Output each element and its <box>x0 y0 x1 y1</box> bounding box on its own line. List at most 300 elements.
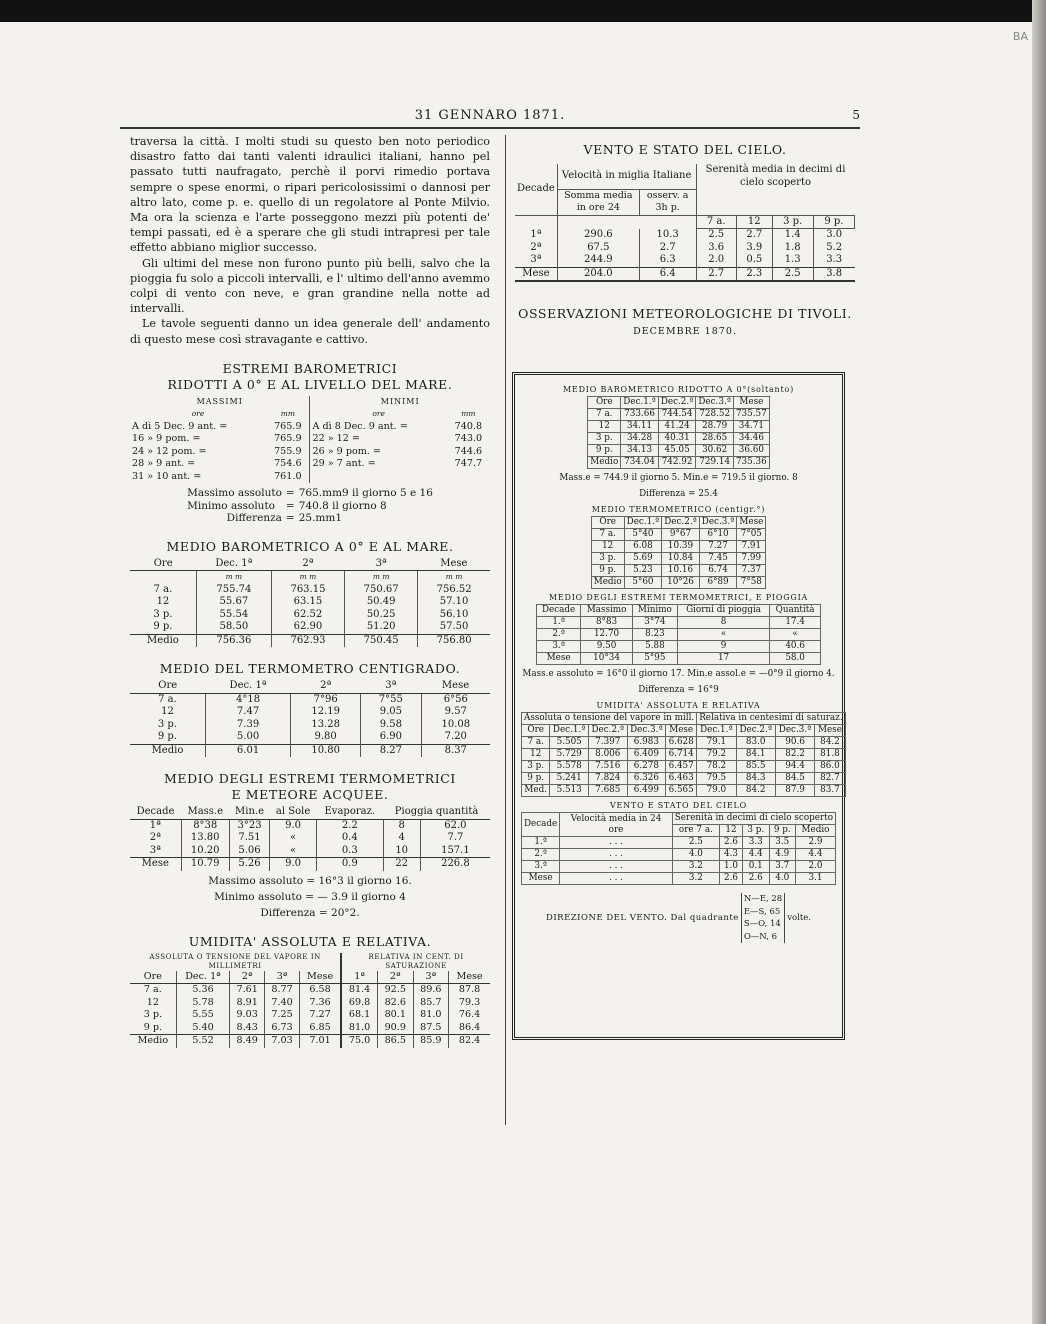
table-cell: 9 p. <box>143 1021 163 1033</box>
table-cell: 9.80 <box>291 731 361 744</box>
table-cell: 765.9 <box>274 433 302 445</box>
table-header-cell: 2ª <box>377 971 413 984</box>
table-cell: 82.7 <box>815 773 845 785</box>
table-cell: 3ª <box>149 844 161 856</box>
table-cell: 8.77 <box>265 984 300 997</box>
table-cell: 740.8 il giorno 8 <box>298 499 387 512</box>
table-cell: 3 p. <box>588 433 621 445</box>
table-cell: 34.13 <box>621 445 659 457</box>
table-row <box>130 634 490 647</box>
left-column <box>130 134 490 1048</box>
table-cell: 244.9 <box>557 254 639 267</box>
table-cell: 34.28 <box>621 433 659 445</box>
table-cell: 84.5 <box>775 773 814 785</box>
table-row <box>537 641 821 653</box>
table-header-cell: Dec. 1ª <box>205 680 290 693</box>
table-cell: 67.5 <box>557 242 639 255</box>
table-cell: 9 p. <box>769 825 795 837</box>
table-cell: 3 p. <box>772 215 813 229</box>
table-cell: 9 p. <box>588 445 621 457</box>
table-header-cell: Mese <box>815 725 845 737</box>
section-title: UMIDITA' ASSOLUTA E RELATIVA. <box>188 933 432 949</box>
box-section-title: UMIDITA' ASSOLUTA E RELATIVA <box>596 701 761 710</box>
table-header-cell: Dec.1.ª <box>697 725 736 737</box>
table-cell: 3.ª <box>522 861 560 873</box>
table-cell: 10.16 <box>662 565 700 577</box>
table-cell: 7.516 <box>588 761 627 773</box>
table-header-cell: Dec.3.ª <box>627 725 666 737</box>
table-cell: 6°89 <box>699 577 737 589</box>
table-cell: 9 p. <box>157 731 178 743</box>
table-cell <box>696 189 854 215</box>
table-cell: 56.10 <box>418 609 490 622</box>
table-cell: 9.0 <box>270 819 317 832</box>
table-cell: m m <box>345 571 418 584</box>
table-cell: 92.5 <box>377 984 413 997</box>
section-title: OSSERVAZIONI METEOROLOGICHE DI TIVOLI. <box>518 306 852 321</box>
table-row <box>515 267 855 281</box>
table-row <box>130 1022 490 1035</box>
table-cell: 3.2 <box>672 873 719 885</box>
table-header-cell: 2ª <box>271 558 344 571</box>
table-cell: Decade <box>522 813 560 837</box>
table-cell: 31 » 10 ant. = <box>132 470 202 482</box>
table-cell: 45.05 <box>658 445 696 457</box>
section-title: VENTO E STATO DEL CIELO. <box>583 142 787 157</box>
section-title: MEDIO BAROMETRICO A 0° E AL MARE. <box>166 538 454 554</box>
table-row <box>130 845 490 858</box>
table-cell: 12 <box>146 996 159 1008</box>
table-cell: 9 p. <box>522 773 550 785</box>
table-cell: 12 <box>588 421 621 433</box>
table-cell: 5.52 <box>176 1035 230 1048</box>
table-cell: 34.11 <box>621 421 659 433</box>
table-cell: 87.8 <box>449 984 490 997</box>
table-cell: 81.4 <box>341 984 377 997</box>
table-cell: 8.43 <box>230 1022 265 1035</box>
table-cell: 1.0 <box>720 861 743 873</box>
table-cell: 3.3 <box>813 254 854 267</box>
table-header-cell: Mese <box>666 725 697 737</box>
table-row <box>130 731 490 744</box>
table-cell: 756.36 <box>196 634 271 647</box>
table-cell: 750.45 <box>345 634 418 647</box>
unit-mm: mm <box>280 409 295 419</box>
table-cell: . . . <box>560 849 673 861</box>
table-header-cell: Dec.2.ª <box>662 517 700 529</box>
table-cell: 5°95 <box>632 653 677 665</box>
tivoli-umidita-table <box>521 712 846 797</box>
table-cell: 6.326 <box>627 773 666 785</box>
table-cell: 7.36 <box>299 997 341 1010</box>
table-row <box>130 719 490 732</box>
table-cell: 89.6 <box>413 984 449 997</box>
table-row <box>515 229 855 242</box>
table-header-cell: 3ª <box>413 971 449 984</box>
table-cell: 4.9 <box>769 849 795 861</box>
table-cell: 55.67 <box>196 596 271 609</box>
box-section-title: VENTO E STATO DEL CIELO <box>609 801 748 810</box>
table-cell: 6.3 <box>639 254 696 267</box>
table-cell: 733.66 <box>621 409 659 421</box>
table-cell: 763.15 <box>271 584 344 597</box>
table-cell: 5.40 <box>176 1022 230 1035</box>
table-cell: 744.54 <box>658 409 696 421</box>
table-cell: Serenità media in decimi di cielo scoperto <box>705 164 846 188</box>
table-cell: 3 p. <box>743 825 769 837</box>
table-cell: 12 <box>522 749 550 761</box>
table-header-cell: Min.e <box>229 806 269 819</box>
table-row <box>130 596 490 609</box>
table-cell: 5.2 <box>813 242 854 255</box>
table-cell: 3°74 <box>632 617 677 629</box>
table-cell: 9.05 <box>361 706 421 719</box>
table-cell: 3.3 <box>743 837 769 849</box>
box-section-title: MEDIO BAROMETRICO RIDOTTO A 0°(soltanto) <box>562 385 795 394</box>
table-cell: 34.46 <box>733 433 769 445</box>
table-cell: 63.15 <box>271 596 344 609</box>
table-header-cell: Decade <box>537 605 581 617</box>
table-cell: 7 a. <box>696 215 736 229</box>
table-cell: 28.79 <box>696 421 734 433</box>
table-cell: 9.58 <box>361 719 421 732</box>
table-cell: 6.73 <box>265 1022 300 1035</box>
summary-line: Massimo assoluto = 16°3 il giorno 16. <box>208 874 412 887</box>
table-cell: ore 7 a. <box>672 825 719 837</box>
right-column <box>515 134 855 342</box>
table-cell: 2.ª <box>522 849 560 861</box>
table-cell: 12 <box>156 596 170 608</box>
table-row <box>588 433 769 445</box>
table-header-cell: Minimo <box>632 605 677 617</box>
table-cell: 735.57 <box>733 409 769 421</box>
table-header-cell: Massimo <box>581 605 633 617</box>
table-cell: 81.0 <box>413 1009 449 1022</box>
barometro-table <box>130 558 490 648</box>
table-cell <box>639 215 696 229</box>
table-cell: 743.0 <box>454 433 483 445</box>
summary-line: Minimo assoluto = — 3.9 il giorno 4 <box>214 890 406 903</box>
table-cell: 10.39 <box>662 541 700 553</box>
table-row <box>522 837 836 849</box>
table-cell: 756.52 <box>418 584 490 597</box>
table-cell: 2.6 <box>720 873 743 885</box>
table-cell: 2.5 <box>696 229 736 242</box>
table-cell: 5.06 <box>229 845 269 858</box>
table-row <box>522 785 846 797</box>
table-cell: 7.7 <box>420 832 490 845</box>
table-cell: 6.278 <box>627 761 666 773</box>
table-cell: 78.2 <box>697 761 736 773</box>
table-cell: Mese <box>537 653 581 665</box>
table-cell: 157.1 <box>420 845 490 858</box>
table-cell: 13.28 <box>291 719 361 732</box>
table-cell: 8.27 <box>361 744 421 757</box>
table-row <box>130 819 490 832</box>
table-header-cell: Mese <box>418 558 490 571</box>
table-header-cell: Dec.1.ª <box>550 725 589 737</box>
table-cell: 94.4 <box>775 761 814 773</box>
estremi-barometrici-table <box>130 396 490 484</box>
table-row <box>591 553 766 565</box>
tivoli-estremi-table <box>536 604 821 665</box>
direzione-vento <box>544 893 813 943</box>
table-cell: 5.241 <box>550 773 589 785</box>
table-cell: 2.2 <box>316 819 383 832</box>
table-cell: . . . <box>560 837 673 849</box>
table-cell: 79.1 <box>697 737 736 749</box>
table-cell: 3 p. <box>522 761 550 773</box>
table-cell: 728.52 <box>696 409 734 421</box>
table-cell: 4.4 <box>743 849 769 861</box>
tivoli-vento-table <box>521 812 836 885</box>
table-cell: Medio <box>588 457 621 469</box>
table-cell: 57.50 <box>418 621 490 634</box>
table-row <box>130 997 490 1010</box>
table-cell: 204.0 <box>557 267 639 281</box>
table-row <box>130 446 490 459</box>
table-cell: 82.2 <box>775 749 814 761</box>
unit-ore: ore <box>310 408 447 421</box>
table-cell: 26 » 9 pom. = <box>310 446 447 459</box>
table-row <box>591 565 766 577</box>
table-cell: 734.04 <box>621 457 659 469</box>
table-header-cell: 3ª <box>345 558 418 571</box>
table-cell: 3.ª <box>537 641 581 653</box>
table-cell: 2.0 <box>795 861 835 873</box>
table-cell: 740.8 <box>454 420 483 432</box>
table-cell: 7.47 <box>205 706 290 719</box>
table-row <box>515 254 855 267</box>
table-cell: 2.9 <box>795 837 835 849</box>
table-cell: 5.505 <box>550 737 589 749</box>
table-cell: 10°26 <box>662 577 700 589</box>
table-cell: 7 a. <box>591 529 624 541</box>
table-cell: 10°34 <box>581 653 633 665</box>
table-cell: « <box>270 832 317 845</box>
table-cell: 2.7 <box>639 242 696 255</box>
table-header-cell: Mese <box>737 517 766 529</box>
table-row <box>522 737 846 749</box>
table-header-cell: Dec. 1ª <box>196 558 271 571</box>
table-row <box>591 541 766 553</box>
table-cell: 9 <box>677 641 769 653</box>
table-header-cell: Ore <box>130 971 176 984</box>
table-cell: 81.0 <box>341 1022 377 1035</box>
table-cell: 4 <box>383 832 420 845</box>
table-header-cell: 1ª <box>341 971 377 984</box>
table-cell: 6.463 <box>666 773 697 785</box>
table-cell: A dì 5 Dec. 9 ant. = <box>132 420 228 432</box>
table-cell: Mese <box>141 858 169 870</box>
table-cell: 6.457 <box>666 761 697 773</box>
table-cell: 17 <box>677 653 769 665</box>
table-cell: m m <box>196 571 271 584</box>
table-cell: 55.54 <box>196 609 271 622</box>
table-cell: 79.5 <box>697 773 736 785</box>
page-title: 31 GENNARO 1871. <box>414 108 566 123</box>
table-cell: 2ª <box>530 241 542 253</box>
table-header-cell: Dec.2.ª <box>588 725 627 737</box>
table-cell: 8°83 <box>581 617 633 629</box>
table-cell: 69.8 <box>341 997 377 1010</box>
table-cell: A dì 8 Dec. 9 ant. = <box>310 421 447 434</box>
table-cell: 729.14 <box>696 457 734 469</box>
table-cell: 62.0 <box>420 819 490 832</box>
table-cell: 1.3 <box>772 254 813 267</box>
unit-ore: ore <box>191 409 205 419</box>
table-cell: 29 » 7 ant. = <box>310 458 447 471</box>
table-cell: 85.9 <box>413 1035 449 1048</box>
table-row <box>537 629 821 641</box>
table-header-cell: Dec. 1ª <box>176 971 230 984</box>
table-header-cell: Decade <box>130 806 181 819</box>
section-subtitle: E METEORE ACQUEE. <box>231 787 389 803</box>
table-cell: 87.9 <box>775 785 814 797</box>
table-cell: Medio <box>147 634 179 646</box>
table-header-cell: Dec.1.ª <box>621 397 659 409</box>
table-cell: 80.1 <box>377 1009 413 1022</box>
section-subtitle: DECEMBRE 1870. <box>633 326 737 337</box>
table-cell: 7°58 <box>737 577 766 589</box>
table-cell: 9.03 <box>230 1009 265 1022</box>
table-cell: 7.40 <box>265 997 300 1010</box>
table-cell: 1.ª <box>522 837 560 849</box>
table-row <box>588 409 769 421</box>
table-cell: 2.ª <box>537 629 581 641</box>
table-row <box>515 242 855 255</box>
table-header-cell: Mese <box>449 971 490 984</box>
summary-line: Differenza = 20°2. <box>260 906 360 919</box>
table-cell: 1ª <box>530 228 542 240</box>
table-cell: 742.92 <box>658 457 696 469</box>
table-cell: 83.7 <box>815 785 845 797</box>
table-cell: Medio <box>795 825 835 837</box>
table-cell: 290.6 <box>557 229 639 242</box>
table-cell: Medio <box>151 744 184 756</box>
table-cell: 9.50 <box>581 641 633 653</box>
table-cell: 82.4 <box>449 1035 490 1048</box>
table-cell: 5.00 <box>205 731 290 744</box>
table-cell: 24 » 12 pom. = <box>132 445 207 457</box>
table-cell: 36.60 <box>733 445 769 457</box>
table-row <box>130 744 490 757</box>
table-cell: 10.08 <box>421 719 490 732</box>
table-header-cell: Ore <box>130 558 196 571</box>
table-cell: 2.7 <box>696 267 736 281</box>
table-row <box>130 421 490 434</box>
table-cell: Medio <box>591 577 624 589</box>
table-cell: 735.36 <box>733 457 769 469</box>
table-cell: 10.84 <box>662 553 700 565</box>
table-cell: 756.80 <box>418 634 490 647</box>
table-cell: 7 a. <box>522 737 550 749</box>
table-cell: 10.3 <box>639 229 696 242</box>
table-cell: 761.0 <box>274 470 302 482</box>
paragraph: Le tavole seguenti danno un idea generale dell' andamento di questo mese così stravagante e cattivo. <box>130 317 490 346</box>
table-cell: 7.25 <box>265 1009 300 1022</box>
box-summary: Mass.e = 744.9 il giorno 5. Min.e = 719.5 il giorno. 8 <box>559 473 798 483</box>
tivoli-barometro-table <box>587 396 769 469</box>
table-cell: « <box>770 629 821 641</box>
table-cell: 7.45 <box>699 553 737 565</box>
paragraph: traversa la città. I molti studi su questo ben noto periodico disastro fatto dai tanti valenti idraulici italiani, hanno pel passato tutti naufragato, perchè il porvi rimedio portava sempre o spese enormi, o ripari pericolosissimi o dannosi per altro lato, come p. e. quello di un regolatore al Ponte Milvio. Ma ora la scienza e l'arte posseggono mezzi più potenti de' tempi passati, ed è a sperare che gli studi intrapresi per tale effetto abbiano miglior successo. <box>130 135 490 255</box>
table-cell: 0.1 <box>743 861 769 873</box>
table-cell: 2.5 <box>772 267 813 281</box>
unit-mm: mm <box>461 409 476 419</box>
table-cell: 7.01 <box>299 1035 341 1048</box>
page-number: 5 <box>852 108 860 122</box>
table-cell: 7.824 <box>588 773 627 785</box>
table-cell: E—S, 65 <box>741 906 784 919</box>
table-cell: 5.36 <box>176 984 230 997</box>
termometro-table <box>130 680 490 757</box>
table-cell: 7°05 <box>737 529 766 541</box>
table-cell: 1.4 <box>772 229 813 242</box>
table-cell: = <box>285 487 295 500</box>
table-cell: RELATIVA IN CENT. DI SATURAZIONE <box>341 953 490 971</box>
table-cell: 7.20 <box>421 731 490 744</box>
table-cell: 62.90 <box>271 621 344 634</box>
table-header-cell: Ore <box>130 680 205 693</box>
table-row <box>130 693 490 706</box>
table-cell: 762.93 <box>271 634 344 647</box>
table-cell: 9 p. <box>153 621 173 633</box>
table-header-cell: Dec.3.ª <box>775 725 814 737</box>
table-cell: Decade <box>515 164 557 215</box>
table-header-cell: Mass.e <box>181 806 229 819</box>
table-cell: 6.714 <box>666 749 697 761</box>
table-cell: 12 <box>720 825 743 837</box>
page-header <box>120 108 860 126</box>
table-cell: 86.4 <box>449 1022 490 1035</box>
table-cell: 1.8 <box>772 242 813 255</box>
table-cell: 755.74 <box>196 584 271 597</box>
table-cell: 9.0 <box>270 858 317 871</box>
table-cell: 8.37 <box>421 744 490 757</box>
table-cell: 22 » 12 = <box>310 433 447 446</box>
table-cell: 8 <box>383 819 420 832</box>
table-header-cell: Dec.3.ª <box>699 517 737 529</box>
table-cell: 7 a. <box>143 984 162 996</box>
table-cell: 84.2 <box>815 737 845 749</box>
table-cell: 10.79 <box>181 858 229 871</box>
minimi-header: MINIMI <box>310 396 490 409</box>
table-cell: 8.23 <box>632 629 677 641</box>
table-cell: 79.0 <box>697 785 736 797</box>
table-cell: 83.0 <box>736 737 775 749</box>
table-cell: Velocità in miglia Italiane <box>557 164 696 189</box>
table-row <box>130 984 490 997</box>
table-row <box>522 761 846 773</box>
table-cell: 10 <box>383 845 420 858</box>
table-header-cell: Dec.3.ª <box>696 397 734 409</box>
table-row <box>130 832 490 845</box>
table-cell: 8.91 <box>230 997 265 1010</box>
table-cell: 6.628 <box>666 737 697 749</box>
estremi-termometrici-table <box>130 806 490 871</box>
table-cell: 0.5 <box>736 254 772 267</box>
table-cell: 84.2 <box>736 785 775 797</box>
table-cell <box>515 215 557 229</box>
table-cell: Somma media in ore 24 <box>557 189 639 215</box>
table-cell: 6°10 <box>699 529 737 541</box>
table-cell: osserv. a 3h p. <box>639 189 696 215</box>
table-cell: 3°23 <box>229 819 269 832</box>
table-cell: Medio <box>137 1035 169 1047</box>
table-cell: 82.6 <box>377 997 413 1010</box>
table-cell: 7.51 <box>229 832 269 845</box>
